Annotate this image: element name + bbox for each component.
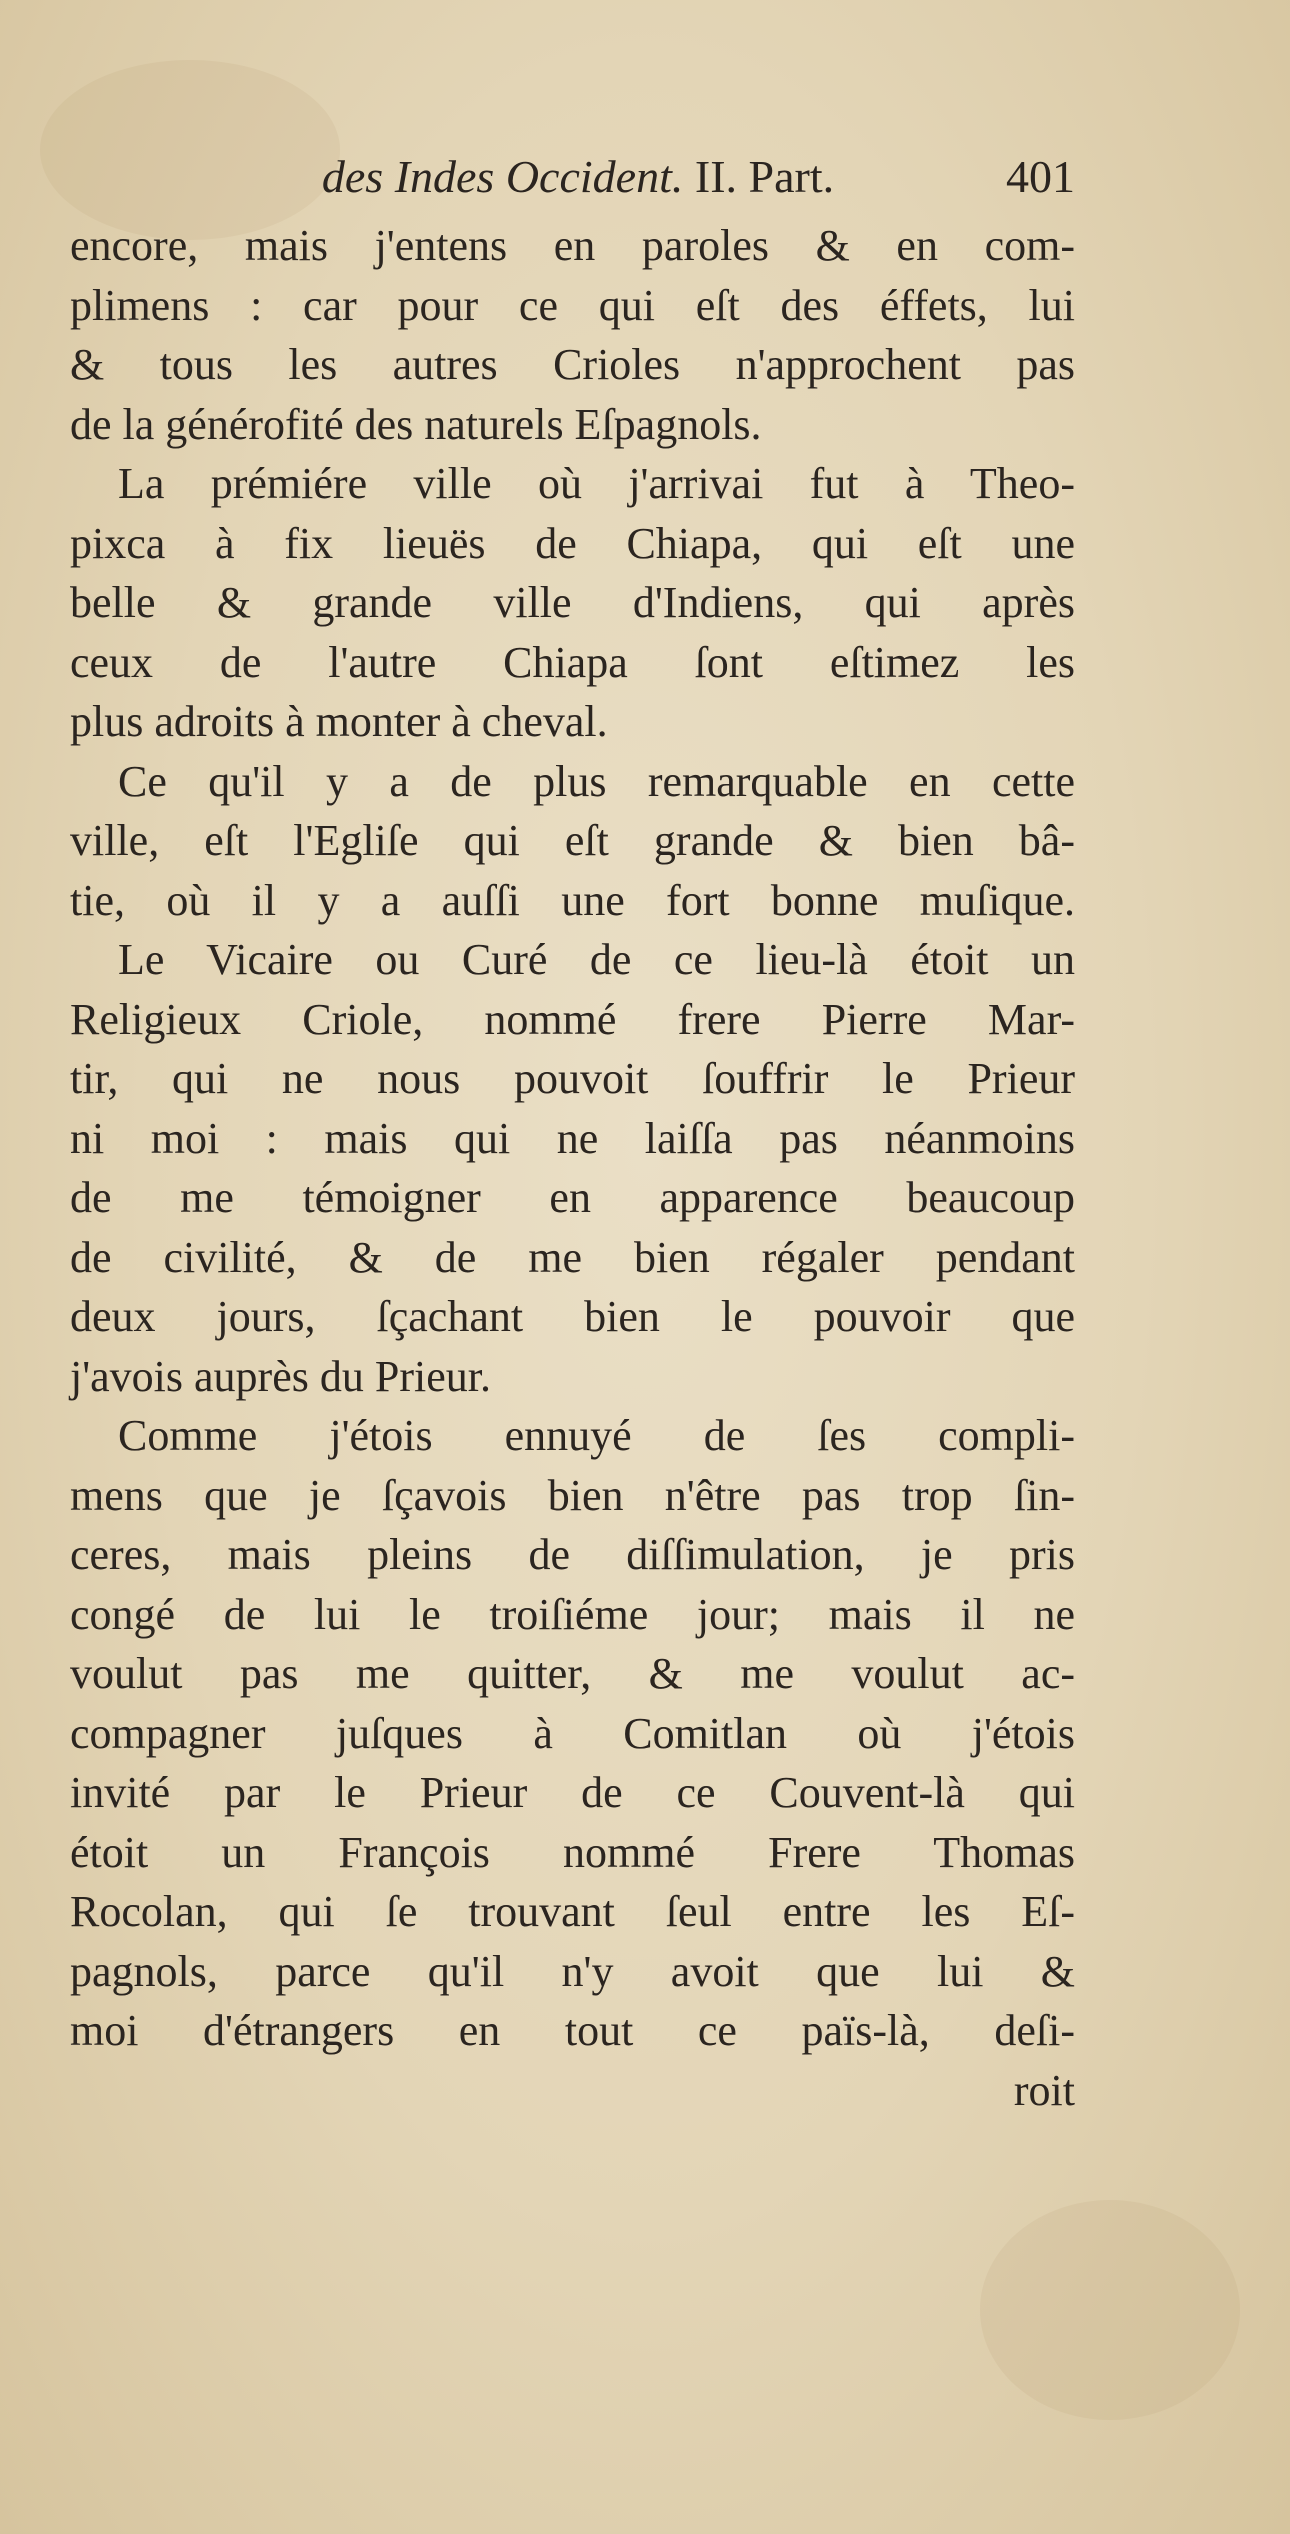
text-line: pixca à fix lieuës de Chiapa, qui eſt une <box>70 518 1075 568</box>
text-line: étoit un François nommé Frere Thomas <box>70 1827 1075 1877</box>
text-line: Le Vicaire ou Curé de ce lieu-là étoit un <box>118 935 1075 984</box>
text-line: Rocolan, qui ſe trouvant ſeul entre les Eſ- <box>70 1887 1075 1936</box>
text-line: mens que je ſçavois bien n'être pas trop ſin- <box>70 1470 1075 1520</box>
text-line: belle & grande ville d'Indiens, qui après <box>70 578 1075 627</box>
running-head <box>70 150 1006 203</box>
text-line: congé de lui le troiſiéme jour; mais il ne <box>70 1589 1075 1639</box>
text-line: Ce qu'il y a de plus remarquable en cette <box>118 756 1075 806</box>
text-line: Religieux Criole, nommé frere Pierre Mar- <box>70 994 1075 1044</box>
text-line: ceres, mais pleins de diſſimulation, je pris <box>70 1530 1075 1579</box>
running-head-part: II. Part. <box>683 151 835 202</box>
text-line: plus adroits à monter à cheval. <box>70 697 608 746</box>
running-head-title: des Indes Occident. <box>321 151 684 202</box>
text-line: invité par le Prieur de ce Couvent-là qui <box>70 1768 1075 1817</box>
text-line: ni moi : mais qui ne laiſſa pas néanmoins <box>70 1113 1075 1163</box>
body-text <box>70 216 1075 2061</box>
text-line: compagner juſques à Comitlan où j'étois <box>70 1708 1075 1758</box>
text-block <box>70 150 1075 2120</box>
text-line: j'avois auprès du Prieur. <box>70 1351 491 1401</box>
page-header <box>70 150 1075 208</box>
catchword: roit <box>1013 2065 1075 2115</box>
text-line: encore, mais j'entens en paroles & en com- <box>70 221 1075 270</box>
text-line: de la générofité des naturels Eſpagnols. <box>70 399 762 449</box>
text-line: ville, eſt l'Egliſe qui eſt grande & bien bâ- <box>70 816 1075 865</box>
text-line: de me témoigner en apparence beaucoup <box>70 1173 1075 1222</box>
text-line: moi d'étrangers en tout ce païs-là, deſi- <box>70 2006 1075 2055</box>
text-line: voulut pas me quitter, & me voulut ac- <box>70 1649 1075 1698</box>
text-line: tie, où il y a auſſi une fort bonne muſique. <box>70 875 1075 925</box>
page-number: 401 <box>1006 151 1075 202</box>
paper-stain <box>980 2200 1240 2420</box>
text-line: tir, qui ne nous pouvoit ſouffrir le Prieur <box>70 1054 1075 1103</box>
text-line: pagnols, parce qu'il n'y avoit que lui & <box>70 1946 1075 1996</box>
text-line: Comme j'étois ennuyé de ſes compli- <box>118 1411 1075 1460</box>
text-line: de civilité, & de me bien régaler pendant <box>70 1232 1075 1282</box>
text-line: La prémiére ville où j'arrivai fut à Theo- <box>118 459 1075 508</box>
text-line: plimens : car pour ce qui eſt des éffets, lui <box>70 280 1075 330</box>
text-line: deux jours, ſçachant bien le pouvoir que <box>70 1292 1075 1341</box>
text-line: & tous les autres Crioles n'approchent pas <box>70 340 1075 389</box>
text-line: ceux de l'autre Chiapa ſont eſtimez les <box>70 637 1075 687</box>
